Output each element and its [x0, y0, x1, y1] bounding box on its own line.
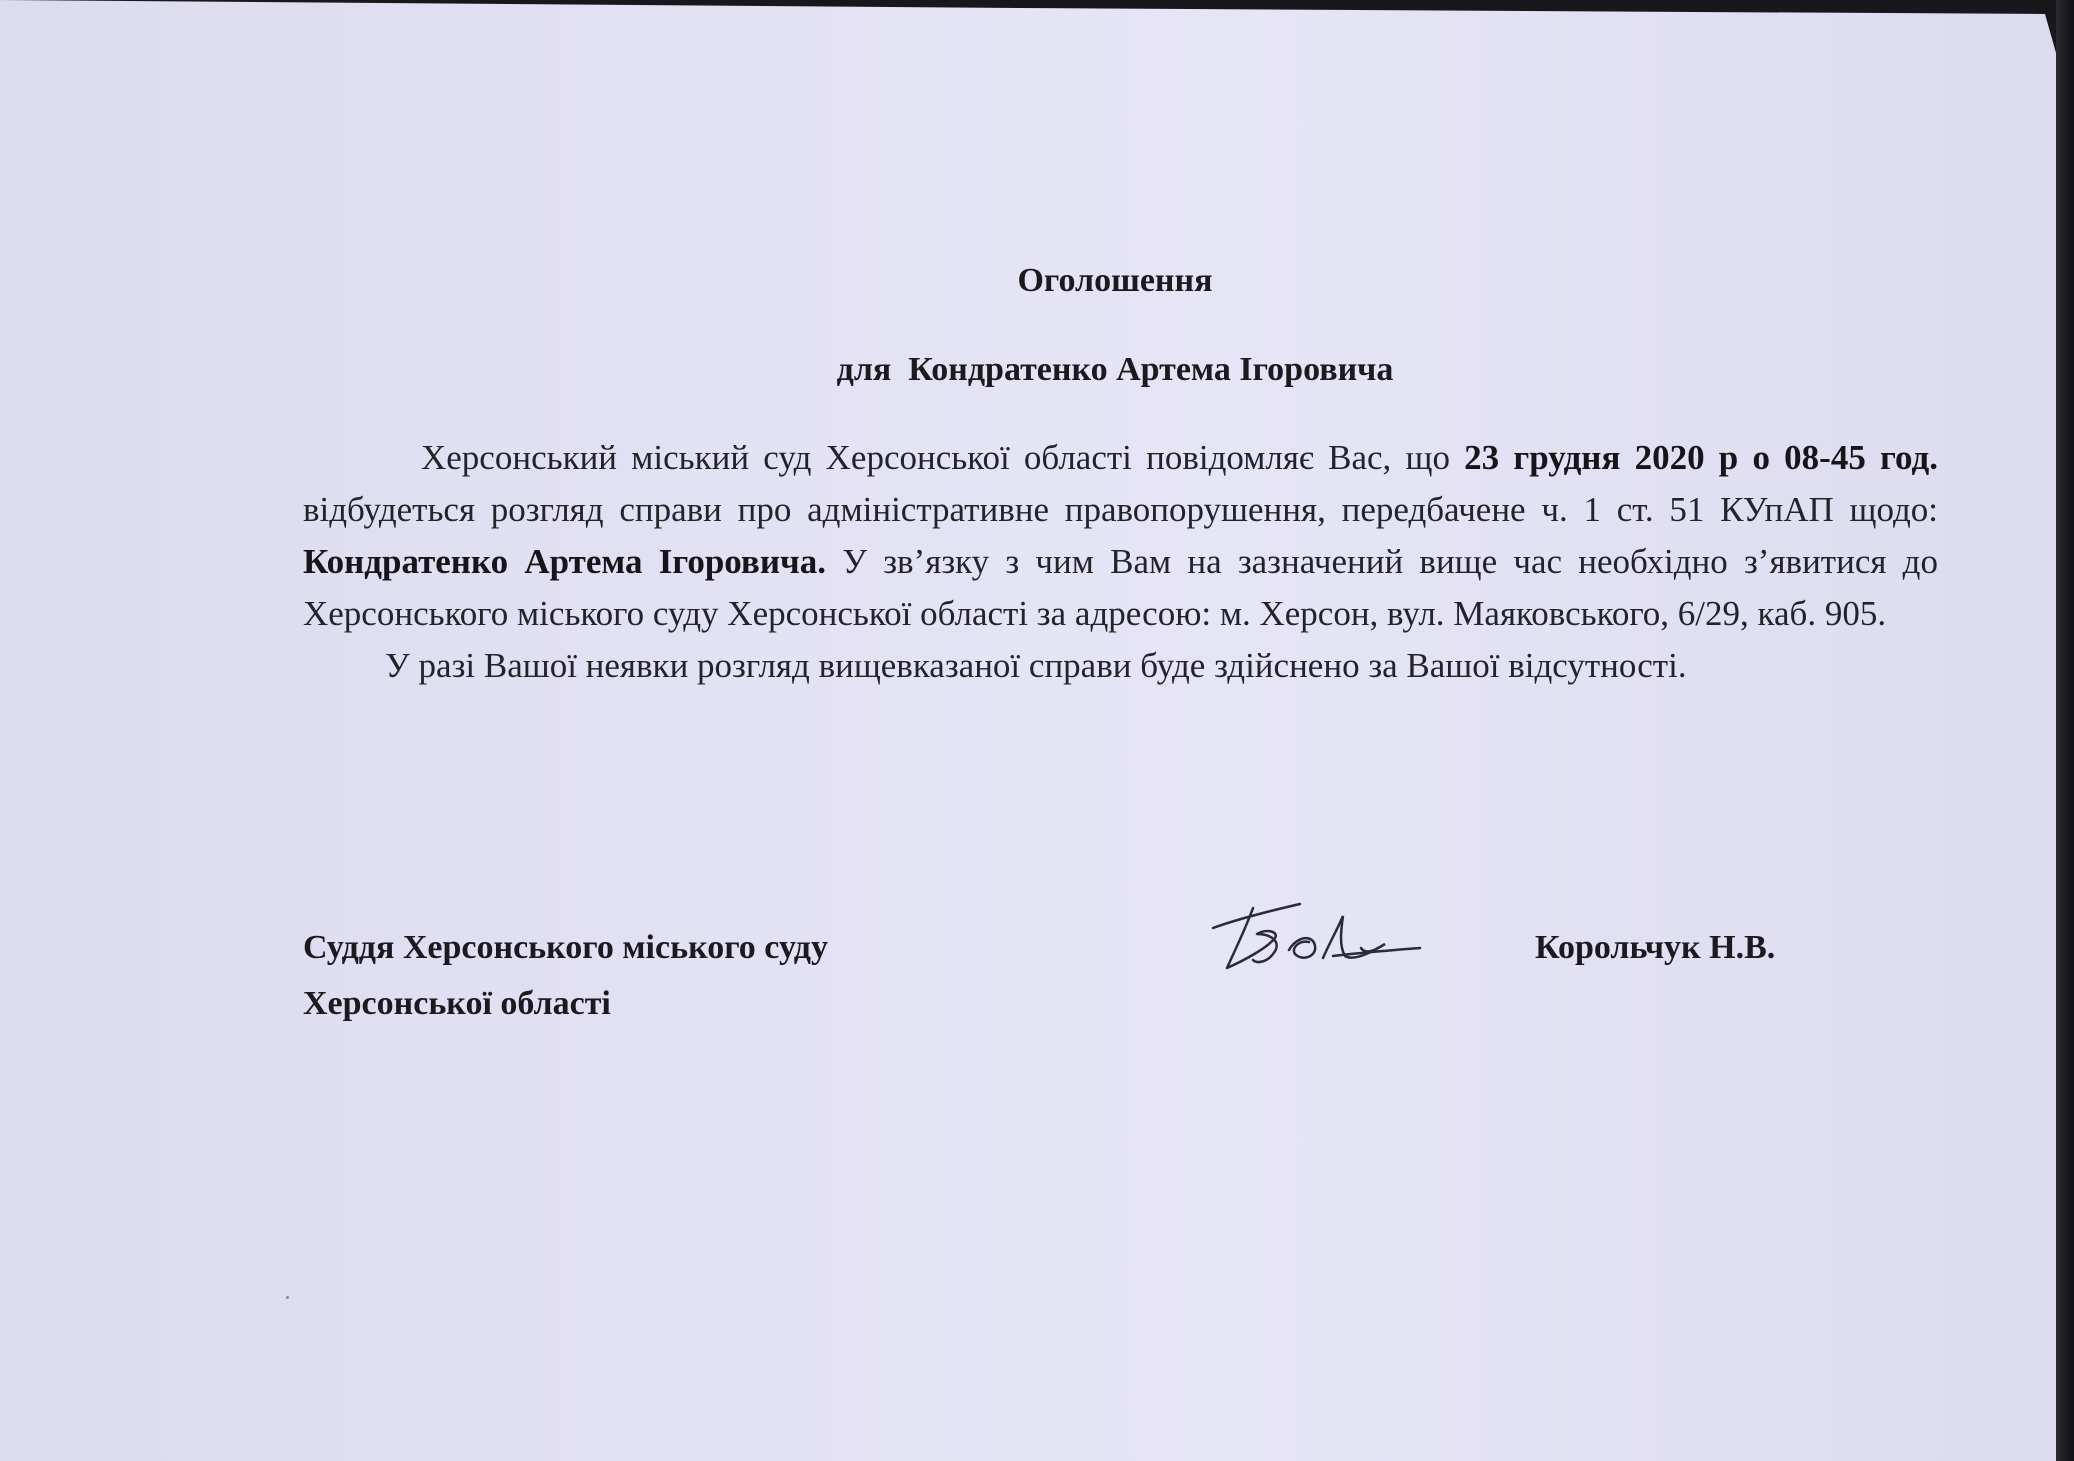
hearing-date-time: 23 грудня 2020 р о 08-45 год.: [1464, 438, 1938, 477]
notice-intro: Херсонський міський суд Херсонської області повідомляє Вас, що: [421, 438, 1465, 477]
defendant-name: Кондратенко Артема Ігоровича.: [303, 542, 826, 581]
notice-ending: У зв’язку з чим Вам на зазначений вище час необхідно з’явитися до Херсонського міського суду Херсонської області за адресою: м. Херсон, вул. Маяковського, 6/29, каб. 905.: [303, 542, 1938, 633]
document-body: [303, 432, 1938, 692]
judge-position: [303, 920, 828, 1032]
judge-position-line2: Херсонської області: [303, 985, 611, 1022]
absence-paragraph: У разі Вашої неявки розгляд вищевказаної справи буде здійснено за Вашої відсутності.: [385, 646, 1687, 685]
judge-position-line1: Суддя Херсонського міського суду: [303, 929, 829, 966]
document-title: Оголошення: [1017, 262, 1213, 299]
notice-middle: відбудеться розгляд справи про адміністративне правопорушення, передбачене ч. 1 ст. 51 КУпАП щодо:: [303, 490, 1938, 529]
notice-paragraph: [303, 432, 1938, 640]
paper-speck: [286, 1296, 289, 1299]
judge-name: Корольчук Н.В.: [1535, 929, 1776, 966]
handwritten-signature: [1205, 890, 1425, 980]
document-addressee: для Кондратенко Артема Ігоровича: [836, 351, 1394, 388]
paper-edge-shadow: [2056, 0, 2074, 1461]
